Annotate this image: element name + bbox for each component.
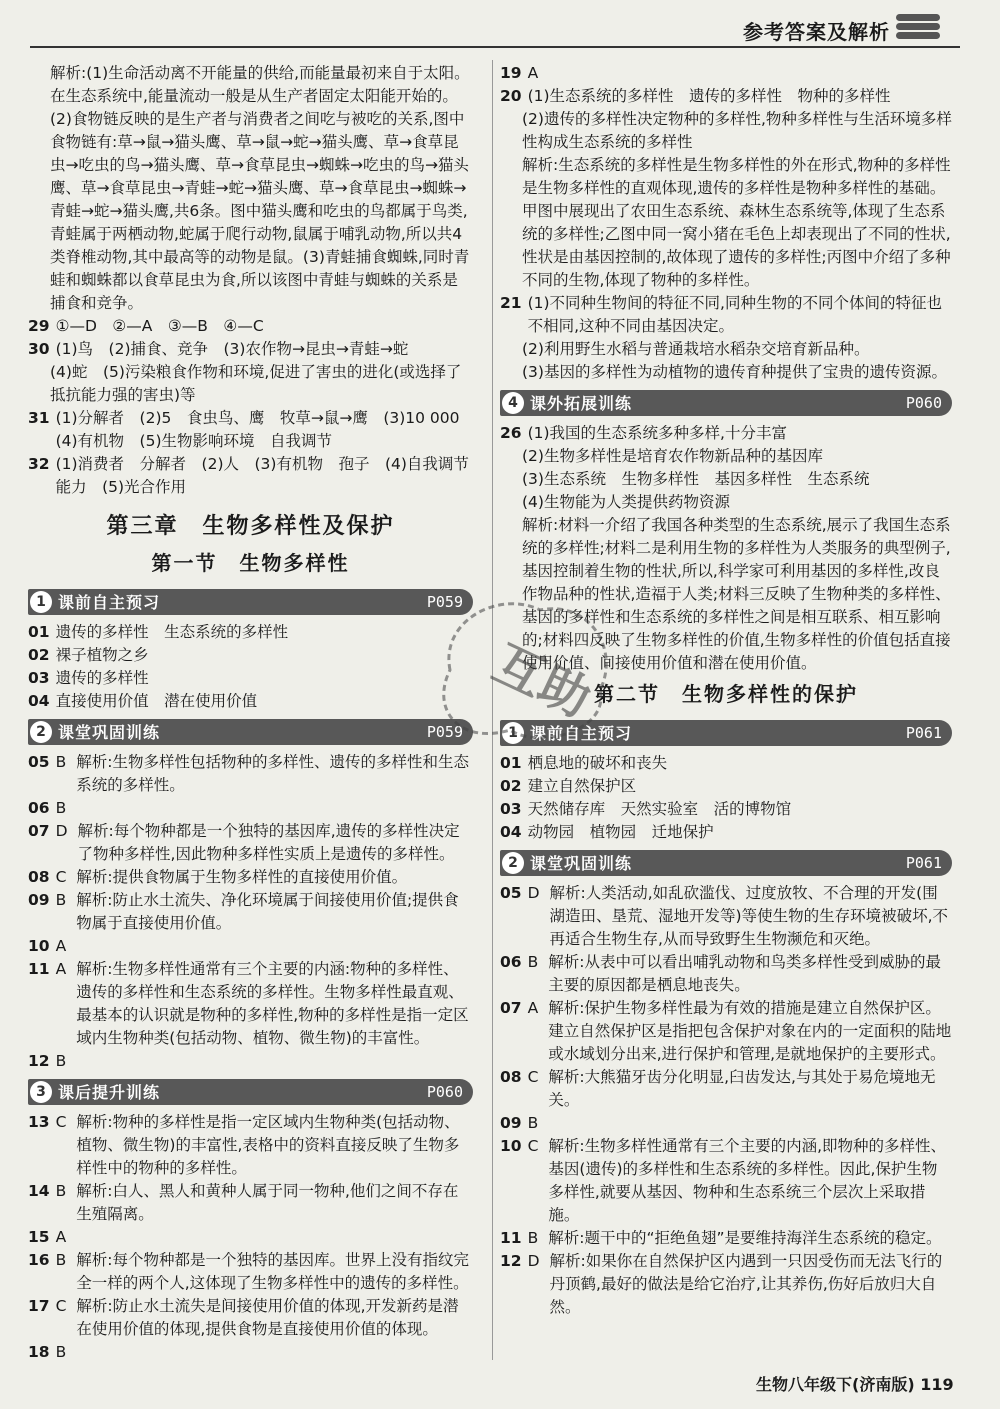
band-page-ref: P060 [426,1082,463,1101]
sub-answer: (3)基因的多样性为动植物的遗传育种提供了宝贵的遗传资源。 [522,363,947,381]
answer-text: 栖息地的破坏和丧失 [527,754,668,772]
question-number: 16 [28,1251,50,1269]
band-page-ref: P059 [426,592,463,611]
question-number: 12 [500,1252,522,1270]
section-title: 第二节 生物多样性的保护 [594,682,858,706]
answer-item [28,935,473,958]
page-footer: 生物八年级下(济南版) 119 [756,1375,954,1394]
answer-text: 动物园 植物园 迁地保护 [527,823,714,841]
band-number-badge: 2 [502,852,524,874]
question-number: 32 [28,455,50,473]
sub-answer: (4)生物能为人类提供药物资源 [522,493,730,511]
question-number: 08 [28,868,50,886]
answer-choice: B [55,1182,67,1200]
question-number: 10 [500,1137,522,1155]
question-number: 04 [500,823,522,841]
answer-choice: B [527,953,539,971]
answer-text [76,1341,473,1364]
question-number: 13 [28,1113,50,1131]
answer-choice: B [55,1343,67,1361]
exercise-band [28,719,473,745]
explanation-paragraph: 解析:生态系统的多样性是生物多样性的外在形式,物种的多样性是生物多样性的直观体现,遗传的多样性是物种多样性的基础。甲图中展现出了农田生态系统、森林生态系统等,体现了生态系统的多样性;乙图中同一窝小猪在毛色上却表现出了不同的性状,性状是由基因控制的,故体现了遗传的多样性;丙图中介绍了多种不同的生物,体现了物种的多样性。 [522,156,951,289]
answer-item [28,1050,473,1073]
answer-text: 解析:大熊猫牙齿分化明显,臼齿发达,与其处于易危境地无关。 [548,1068,936,1109]
question-number: 11 [28,960,50,978]
answer-item [28,1249,473,1295]
answer-choice: C [527,1137,539,1155]
answer-text [76,935,473,958]
answer-choice: D [55,822,68,840]
answer-choice: C [55,1113,67,1131]
question-number: 05 [500,884,522,902]
question-number: 14 [28,1182,50,1200]
answer-text: (1)我国的生态系统多种多样,十分丰富 [527,424,787,442]
exercise-band [500,390,952,416]
band-title: 课外拓展训练 [530,393,633,413]
answer-choice: C [55,868,67,886]
answer-text: 解析:提供食物属于生物多样性的直接使用价值。 [76,868,408,886]
answer-item [28,797,473,820]
answer-choice: B [55,753,67,771]
answer-item [500,775,952,798]
explanation-paragraph: 解析:材料一介绍了我国各种类型的生态系统,展示了我国生态系统的多样性;材料二是利用生物的多样性为人类服务的典型例子,基因控制着生物的性状,所以,科学家可利用基因的多样性,改良作物品种的性状,造福于人类;材料三反映了生物种类的多样性、基因的多样性和生态系统的多样性之间是相互联系、相互影响的;材料四反映了生物多样性的价值,生物多样性的价值包括直接使用价值、间接使用价值和潜在使用价值。 [522,516,951,672]
answer-text [548,1112,952,1135]
answer-item [500,422,952,445]
answer-text: 解析:每个物种都是一个独特的基因库。世界上没有指纹完全一样的两个人,这体现了生物多样性中的遗传的多样性。 [76,1251,469,1292]
answer-item [28,621,473,644]
answer-text: 解析:保护生物多样性最为有效的措施是建立自然保护区。建立自然保护区是指把包含保护对象在内的一定面积的陆地或水域划分出来,进行保护和管理,是就地保护的主要形式。 [548,999,952,1063]
answer-choice: A [55,937,67,955]
band-number-badge: 3 [30,1081,52,1103]
answer-choice: B [527,1114,539,1132]
band-number-badge: 4 [502,392,524,414]
band-page-ref: P061 [905,723,942,742]
answer-item [28,1295,473,1341]
watermark-stamp [420,580,633,750]
answer-text: 遗传的多样性 生态系统的多样性 [55,623,289,641]
answer-item [28,644,473,667]
left-column [28,62,476,1364]
exercise-band [28,589,473,615]
question-number: 30 [28,340,50,358]
answer-choice: B [527,1229,539,1247]
answer-item [28,958,473,1050]
answer-item [28,751,473,797]
answer-text: 解析:防止水土流失、净化环境属于间接使用价值;提供食物属于直接使用价值。 [76,891,459,932]
answer-item [28,866,473,889]
question-number: 08 [500,1068,522,1086]
answer-item [500,752,952,775]
question-number: 07 [28,822,50,840]
answer-text: 解析:物种的多样性是指一定区域内生物种类(包括动物、植物、微生物)的丰富性,表格中的资料直接反映了生物多样性中的物种的多样性。 [76,1113,460,1177]
question-number: 19 [500,64,522,82]
answer-item [500,997,952,1066]
answer-item [28,338,473,361]
answer-text: 裸子植物之乡 [55,646,149,664]
answer-text: (1)消费者 分解者 (2)人 (3)有机物 孢子 (4)自我调节能力 (5)光合作用 [55,455,469,496]
answer-item [28,453,473,499]
answer-text: 直接使用价值 潜在使用价值 [55,692,258,710]
band-title: 课前自主预习 [58,592,161,612]
question-number: 21 [500,294,522,312]
answer-choice: A [55,960,67,978]
answer-item [500,85,952,108]
question-number: 02 [500,777,522,795]
answer-choice: A [527,999,539,1017]
answer-text [76,1226,473,1249]
answer-item [28,1180,473,1226]
question-number: 31 [28,409,50,427]
exercise-band [500,850,952,876]
question-number: 29 [28,317,50,335]
answer-item [500,882,952,951]
question-number: 03 [500,800,522,818]
answer-text: (1)鸟 (2)捕食、竞争 (3)农作物→昆虫→青蛙→蛇 [55,340,409,358]
sub-answer: (4)蛇 (5)污染粮食作物和环境,促进了害虫的进化(或选择了抵抗能力强的害虫)等 [50,363,462,404]
answer-item [28,889,473,935]
answer-item [28,407,476,453]
answer-text: 天然储存库 天然实验室 活的博物馆 [527,800,792,818]
sub-answer: (3)生态系统 生物多样性 基因多样性 生态系统 [522,470,870,488]
question-number: 06 [28,799,50,817]
question-number: 11 [500,1229,522,1247]
question-number: 15 [28,1228,50,1246]
answer-text: 解析:从表中可以看出哺乳动物和鸟类多样性受到威胁的最主要的原因都是栖息地丧失。 [548,953,941,994]
band-number-badge: 2 [30,721,52,743]
answer-text: 解析:防止水土流失是间接使用价值的体现,开发新药是潜在使用价值的体现,提供食物是直接使用价值的体现。 [76,1297,459,1338]
section-title: 第一节 生物多样性 [151,551,350,575]
answer-item [500,1227,952,1250]
answer-item [500,821,952,844]
answer-text: ①—D ②—A ③—B ④—C [55,317,264,335]
question-number: 05 [28,753,50,771]
explanation-paragraph: 解析:(1)生命活动离不开能量的供给,而能量最初来自于太阳。在生态系统中,能量流动一般是从生产者固定太阳能开始的。(2)食物链反映的是生产者与消费者之间吃与被吃的关系,图中食物链有:草→鼠→猫头鹰、草→鼠→蛇→猫头鹰、草→食草昆虫→吃虫的鸟→猫头鹰、草→食草昆虫→蜘蛛→吃虫的鸟→猫头鹰、草→食草昆虫→青蛙→蛇→猫头鹰、草→食草昆虫→蜘蛛→青蛙→蛇→猫头鹰,共6条。图中猫头鹰和吃虫的鸟都属于鸟类,青蛙属于两栖动物,蛇属于爬行动物,鼠属于哺乳动物,所以共4类脊椎动物,其中最高等的动物是鼠。(3)青蛙捕食蜘蛛,同时青蛙和蜘蛛都以食草昆虫为食,所以该图中青蛙与蜘蛛的关系是捕食和竞争。 [50,64,470,312]
answer-choice: B [55,1251,67,1269]
question-number: 03 [28,669,50,687]
question-number: 09 [28,891,50,909]
band-title: 课前自主预习 [530,723,633,743]
answer-item [28,820,473,866]
answer-text: 解析:如果你在自然保护区内遇到一只因受伤而无法飞行的丹顶鹤,最好的做法是给它治疗,让其养伤,伤好后放归大自然。 [549,1252,943,1316]
question-number: 01 [28,623,50,641]
answer-item [500,292,952,338]
band-title: 课堂巩固训练 [58,722,161,742]
answer-text [76,797,473,820]
sub-answer: (2)生物多样性是培育农作物新品种的基因库 [522,447,823,465]
answer-item [28,315,473,338]
answer-choice: D [527,884,540,902]
answer-item [500,1112,952,1135]
answer-text: 遗传的多样性 [55,669,149,687]
header-title: 参考答案及解析 [743,20,890,44]
answer-item [28,1111,473,1180]
answer-choice: C [55,1297,67,1315]
band-page-ref: P060 [905,393,942,412]
sub-answer: (2)利用野生水稻与普通栽培水稻杂交培育新品种。 [522,340,870,358]
answer-item [28,1226,473,1249]
question-number: 04 [28,692,50,710]
answer-choice: D [527,1252,540,1270]
answer-item [28,1341,473,1364]
band-number-badge: 1 [30,591,52,613]
answer-item [28,690,473,713]
answer-text: (1)生态系统的多样性 遗传的多样性 物种的多样性 [527,87,891,105]
answer-choice: A [55,1228,67,1246]
answer-choice: C [527,1068,539,1086]
answer-item [28,667,473,690]
answer-text: 建立自然保护区 [527,777,637,795]
answer-text: 解析:生物多样性包括物种的多样性、遗传的多样性和生态系统的多样性。 [76,753,469,794]
answer-text: 解析:题干中的“拒绝鱼翅”是要维持海洋生态系统的稳定。 [548,1229,942,1247]
answer-item [500,951,952,997]
header-rule [30,46,960,48]
page-header [30,14,970,50]
band-page-ref: P061 [905,853,942,872]
answer-text: 解析:每个物种都是一个独特的基因库,遗传的多样性决定了物种多样性,因此物种多样性实质上是遗传的多样性。 [77,822,460,863]
question-number: 12 [28,1052,50,1070]
sub-answer: (2)遗传的多样性决定物种的多样性,物种多样性与生活环境多样性构成生态系统的多样性 [522,110,952,151]
band-number-badge: 1 [502,722,524,744]
answer-choice: B [55,799,67,817]
answer-choice: B [55,1052,67,1070]
band-page-ref: P059 [426,722,463,741]
question-number: 06 [500,953,522,971]
exercise-band [28,1079,473,1105]
answer-choice: A [527,64,539,82]
band-title: 课堂巩固训练 [530,853,633,873]
answer-text: (1)分解者 (2)5 食虫鸟、鹰 牧草→鼠→鹰 (3)10 000 (4)有机物 (5)生物影响环境 自我调节 [55,409,476,450]
books-icon [896,14,940,48]
answer-item [500,1135,952,1227]
question-number: 02 [28,646,50,664]
answer-text: 解析:人类活动,如乱砍滥伐、过度放牧、不合理的开发(围湖造田、垦荒、湿地开发等)等使生物的生存环境被破坏,不再适合生物生存,从而导致野生生物濒危和灭绝。 [549,884,948,948]
question-number: 18 [28,1343,50,1361]
answer-text [76,1050,473,1073]
chapter-title: 第三章 生物多样性及保护 [106,514,395,539]
stamp-text: 互助 [484,633,600,729]
question-number: 07 [500,999,522,1017]
question-number: 10 [28,937,50,955]
question-number: 20 [500,87,522,105]
answer-item [500,62,952,85]
answer-item [500,798,952,821]
answer-text: 解析:生物多样性通常有三个主要的内涵:物种的多样性、遗传的多样性和生态系统的多样性。生物多样性最直观、最基本的认识就是物种的多样性,物种的多样性是指一定区域内生物种类(包括动物、植物、微生物)的丰富性。 [76,960,469,1047]
answer-choice: B [55,891,67,909]
band-title: 课后提升训练 [58,1082,161,1102]
question-number: 01 [500,754,522,772]
answer-text [548,62,952,85]
answer-item [500,1250,952,1319]
question-number: 09 [500,1114,522,1132]
answer-text: 解析:生物多样性通常有三个主要的内涵,即物种的多样性、基因(遗传)的多样性和生态系统的多样性。因此,保护生物多样性,就要从基因、物种和生态系统三个层次上采取措施。 [548,1137,947,1224]
answer-text: (1)不同种生物间的特征不同,同种生物的不同个体间的特征也不相同,这种不同由基因决定。 [527,294,942,335]
question-number: 17 [28,1297,50,1315]
answer-text: 解析:白人、黑人和黄种人属于同一物种,他们之间不存在生殖隔离。 [76,1182,459,1223]
answer-item [500,1066,952,1112]
question-number: 26 [500,424,522,442]
